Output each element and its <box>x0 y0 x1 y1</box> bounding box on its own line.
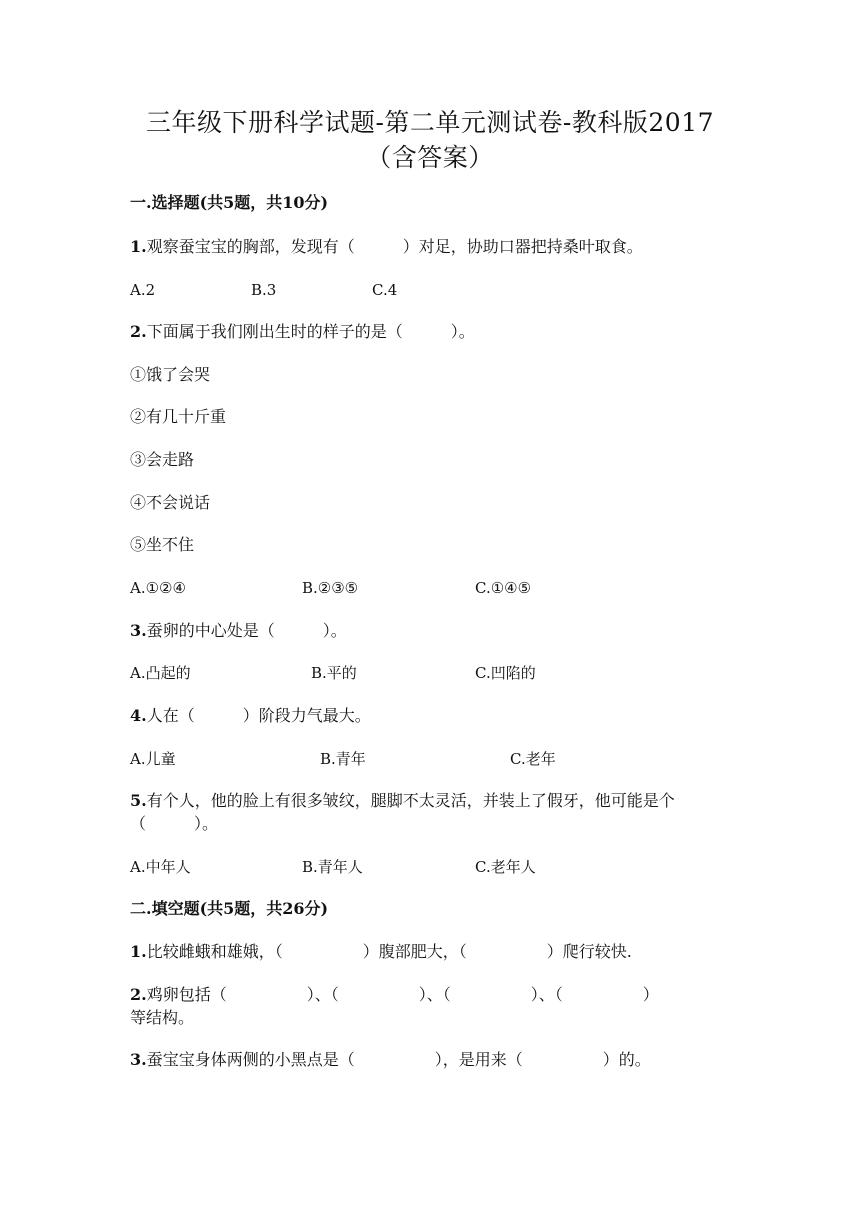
option-a: A.儿童 <box>130 750 176 768</box>
question-5-line <box>130 790 675 812</box>
question-number: 1. <box>130 942 147 961</box>
option-b: B.青年 <box>320 750 366 768</box>
fill-question-1-line <box>130 941 632 963</box>
question-text: 人在（ ）阶段力气最大。 <box>146 706 371 725</box>
option-a: A.2 <box>130 281 156 299</box>
question-number: 2. <box>130 985 147 1004</box>
option-a: A.中年人 <box>130 858 191 876</box>
option-a: A.凸起的 <box>130 664 191 682</box>
fill-question-3-line <box>130 1049 651 1071</box>
question-number: 4. <box>130 706 147 725</box>
question-number: 3. <box>130 1050 147 1069</box>
option-b: B.②③⑤ <box>302 579 359 597</box>
question-5-continuation: （ ）。 <box>130 814 219 833</box>
section-heading-fill: 二.填空题(共5题，共26分) <box>130 899 329 918</box>
question-text: 蚕卵的中心处是（ ）。 <box>146 621 347 640</box>
list-item: ②有几十斤重 <box>130 407 227 426</box>
question-text: 观察蚕宝宝的胸部，发现有（ ）对足，协助口器把持桑叶取食。 <box>146 237 643 256</box>
document-title: 三年级下册科学试题-第二单元测试卷-教科版2017 <box>145 108 715 137</box>
question-2-line <box>130 321 475 343</box>
option-c: C.凹陷的 <box>475 664 536 682</box>
option-b: B.青年人 <box>302 858 363 876</box>
option-c: C.老年 <box>510 750 556 768</box>
list-item: ③会走路 <box>130 450 195 469</box>
option-b: B.平的 <box>311 664 357 682</box>
option-c: C.①④⑤ <box>475 579 532 597</box>
option-b: B.3 <box>251 281 277 299</box>
question-3-line <box>130 620 347 642</box>
document-subtitle: （含答案） <box>366 143 494 172</box>
option-a: A.①②④ <box>130 579 186 597</box>
option-c: C.老年人 <box>475 858 536 876</box>
list-item: ④不会说话 <box>130 493 211 512</box>
fill-question-2-line <box>130 984 659 1006</box>
question-text: 鸡卵包括（ ）、（ ）、（ ）、（ ） <box>146 985 659 1004</box>
fill-question-2-continuation: 等结构。 <box>130 1008 195 1027</box>
question-4-line <box>130 705 371 727</box>
question-number: 2. <box>130 322 147 341</box>
question-text: 下面属于我们刚出生时的样子的是（ ）。 <box>146 322 475 341</box>
option-c: C.4 <box>372 281 398 299</box>
list-item: ①饿了会哭 <box>130 365 211 384</box>
question-number: 3. <box>130 621 147 640</box>
section-heading-choice: 一.选择题(共5题，共10分) <box>130 193 329 212</box>
question-text: 蚕宝宝身体两侧的小黑点是（ ），是用来（ ）的。 <box>146 1050 651 1069</box>
question-number: 5. <box>130 791 147 810</box>
question-text: 有个人，他的脸上有很多皱纹，腿脚不太灵活，并装上了假牙，他可能是个 <box>146 791 675 810</box>
question-text: 比较雌蛾和雄娥，（ ）腹部肥大，（ ）爬行较快. <box>146 942 632 961</box>
question-number: 1. <box>130 237 147 256</box>
list-item: ⑤坐不住 <box>130 535 195 554</box>
question-1-line <box>130 236 643 258</box>
